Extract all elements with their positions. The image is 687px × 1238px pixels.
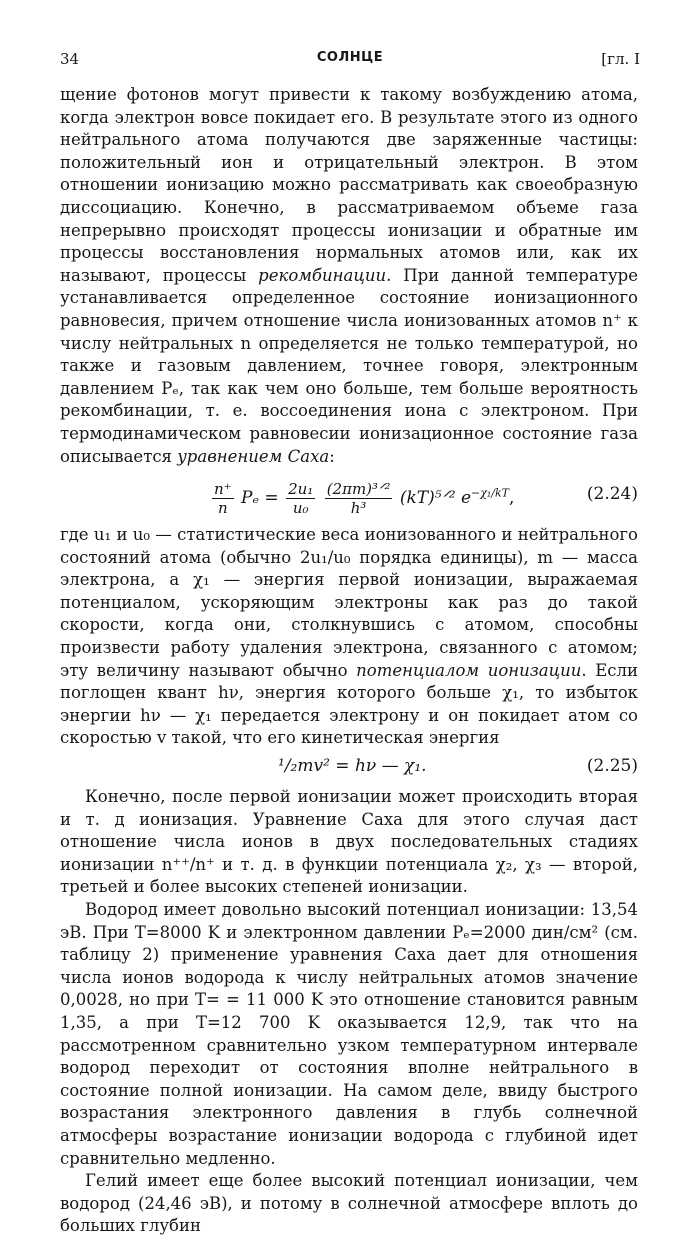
fraction-planck-term: $\frac{\text{(2πm)³ᐟ²}}{\text{h³}}$ — [326, 480, 391, 518]
equation-2-25 — [60, 750, 638, 786]
term-saha-equation: уравнением Саха — [177, 446, 330, 466]
page-header — [60, 50, 640, 70]
equation-2-24 — [60, 468, 638, 524]
fraction-statistical-weights: $\frac{\text{2u₁}}{\text{u₀}}$ — [288, 480, 314, 518]
equation-number-2-25: (2.25) — [586, 756, 638, 777]
exponent: −χ₁/kT — [471, 486, 510, 500]
fraction-n-plus-over-n: $\frac{n^+}{n}$ — [214, 480, 232, 518]
paragraph-5: Гелий имеет еще более высокий потенциал ионизации, чем водород (24,46 эВ), и потому в солнечной атмосфере вплоть до больших глубин — [60, 1171, 638, 1236]
chapter-marker: [гл. I — [601, 50, 640, 68]
term-ionization-potential: потенциалом ионизации — [356, 660, 582, 680]
paragraph-2: где u₁ и u₀ — статистические веса ионизованного и нейтрального состояний атома (обычно 2u₁/u₀ порядка единицы), m — масса электрона, а χ₁ — энергия первой ионизации, выражаемая потенциалом, ускоряющим электроны как раз до такой скорости, когда они, столкнувшись с атомом, способны произвести работу удаления электрона, связанного с атомом; эту величину называют обычно потенциалом ионизации. Если поглощен квант hν, энергия которого больше χ₁, то избыток энергии hν — χ₁ передается электрону и он покидает атом со скоростью v такой, что его кинетическая энергия — [60, 525, 638, 748]
page-body — [60, 84, 638, 1238]
paragraph-4: Водород имеет довольно высокий потенциал ионизации: 13,54 эВ. При T=8000 K и электронном давлении Pₑ=2000 дин/см² (см. таблицу 2) применение уравнения Саха дает для отношения числа ионов водорода к числу нейтральных атомов значение 0,0028, но при T= = 11 000 K это отношение становится равным 1,35, а при T=12 700 K оказывается 12,9, так что на рассмотренном сравнительно узком температурном интервале водород переходит от состояния вполне нейтрального в состояние полной ионизации. На самом деле, ввиду быстрого возрастания электронного давления в глубь солнечной атмосферы возрастание ионизации водорода с глубиной идет сравнительно медленно. — [60, 900, 638, 1168]
page-number: 34 — [60, 50, 80, 68]
paragraph-1: щение фотонов могут привести к такому возбуждению атома, когда электрон вовсе покидает его. В результате этого из одного нейтрального атома получаются две заряженные частицы: положительный ион и отрицательный электрон. В этом отношении ионизацию можно рассматривать как своеобразную диссоциацию. Конечно, в рассматриваемом объеме газа непрерывно происходят процессы ионизации и обратные им процессы восстановления нормальных атомов или, как их называют, процессы рекомбинации. При данной температуре устанавливается определенное состояние ионизационного равновесия, причем отношение числа ионизованных атомов n⁺ к числу нейтральных n определяется не только температурой, но также и газовым давлением, точнее говоря, электронным давлением Pₑ, так как чем оно больше, тем больше вероятность рекомбинации, т. е. воссоединения иона с электроном. При термодинамическом равновесии ионизационное состояние газа описывается уравнением Саха: — [60, 85, 638, 466]
paragraph-3: Конечно, после первой ионизации может происходить вторая и т. д ионизация. Уравнение Саха для этого случая даст отношение числа ионов в двух последовательных стадиях ионизации n⁺⁺/n⁺ и т. д. в функции потенциала χ₂, χ₃ — второй, третьей и более высоких степеней ионизации. — [60, 787, 638, 897]
term-recombination: рекомбинации — [258, 265, 387, 285]
equation-number-2-24: (2.24) — [586, 484, 638, 505]
running-title: СОЛНЦЕ — [316, 50, 384, 65]
equation-2-24-expression: $\frac{n^+}{n}$ Pₑ = $\frac{\text{2u₁}}{\text{u₀}}$ $\frac{\text{(2πm)³ᐟ²}}{\text{h³}}$ (kT)⁵ᐟ² $e^{-\chi_1/kT}$, — [214, 480, 515, 518]
equation-2-25-expression: ¹/₂mv² = hν — χ₁. — [278, 756, 427, 777]
